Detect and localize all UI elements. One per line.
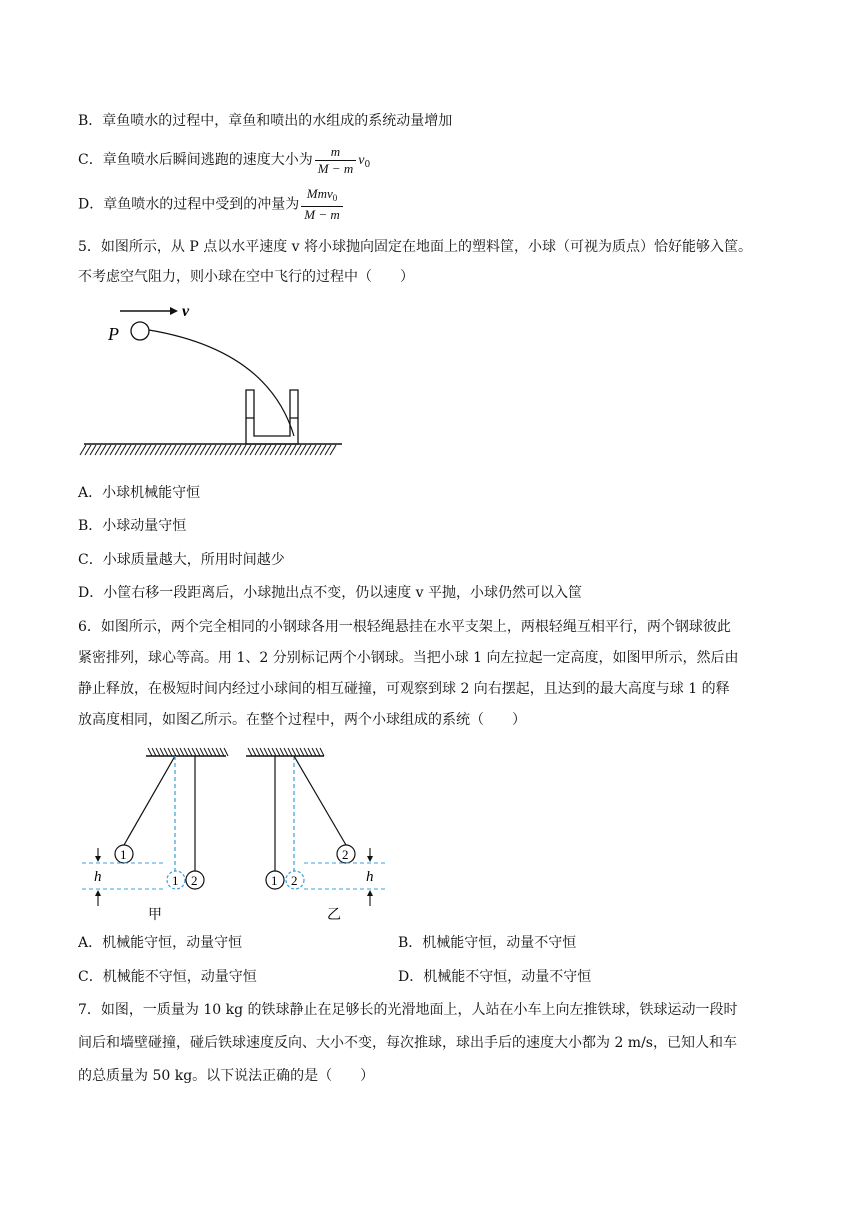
ball-1-label: 1 (120, 847, 127, 862)
q4-option-c (78, 143, 370, 182)
height-label: h (94, 869, 102, 885)
numerator-subscript: 0 (332, 193, 338, 203)
q6-stem-line-4: 放高度相同，如图乙所示。在整个过程中，两个小球组成的系统（ ） (78, 712, 526, 728)
velocity-symbol: v (358, 153, 365, 168)
q5-option-b: B．小球动量守恒 (78, 518, 187, 534)
basket-right-wall (290, 390, 298, 418)
q6-option-d: D．机械能不守恒，动量不守恒 (398, 969, 592, 985)
ball (131, 322, 149, 340)
velocity-subscript: 0 (364, 160, 371, 170)
string-1 (124, 756, 175, 845)
ball-2-original-label: 2 (291, 873, 298, 888)
velocity-label: v (182, 303, 190, 320)
figure-yi (246, 748, 388, 922)
figure-jia (82, 748, 228, 922)
arrow-down-head (367, 856, 373, 862)
q6-stem-line-3: 静止释放，在极短时间内经过小球间的相互碰撞，可观察到球 2 向右摆起，且达到的最大高度与球 1 的释 (78, 681, 730, 697)
q4-option-d-fraction (301, 187, 343, 222)
arrow-up-head (367, 890, 373, 896)
q4-option-d (78, 187, 345, 222)
support-hatching (148, 748, 228, 756)
q4-option-c-text: C．章鱼喷水后瞬间逃跑的速度大小为 (78, 152, 313, 168)
ground-hatching (80, 445, 336, 455)
q7-stem-line-2: 间后和墙壁碰撞，碰后铁球速度反向、大小不变，每次推球，球出手后的速度大小都为 2 m/s，已知人和车 (78, 1035, 737, 1051)
label-jia: 甲 (148, 908, 162, 922)
ball-2-label: 2 (191, 873, 198, 888)
fraction-numerator (301, 187, 343, 207)
fraction-numerator: m (315, 145, 357, 161)
q6-option-b: B．机械能守恒，动量不守恒 (398, 935, 577, 951)
ball-2-label: 2 (342, 847, 349, 862)
q5-option-a: A．小球机械能守恒 (78, 485, 201, 501)
q6-stem-line-1: 6．如图所示，两个完全相同的小钢球各用一根轻绳悬挂在水平支架上，两根轻绳互相平行，两个钢球彼此 (78, 619, 731, 635)
q7-stem-line-1: 7．如图，一质量为 10 kg 的铁球静止在足够长的光滑地面上，人站在小车上向左推铁球，铁球运动一段时 (78, 1002, 738, 1018)
string-2 (294, 756, 346, 845)
q6-option-c: C．机械能不守恒，动量守恒 (78, 969, 257, 985)
q5-option-c: C．小球质量越大，所用时间越少 (78, 552, 285, 568)
numerator-text: Mmv (306, 186, 333, 201)
q4-option-c-fraction (315, 145, 357, 176)
q6-pendulum-figure (78, 742, 408, 922)
q4-option-d-text: D．章鱼喷水的过程中受到的冲量为 (78, 196, 300, 213)
support-hatching (248, 748, 324, 756)
point-p-label: P (108, 324, 119, 344)
q6-option-a: A．机械能守恒，动量守恒 (78, 935, 243, 951)
q7-stem-line-3: 的总质量为 50 kg。以下说法正确的是（ ） (78, 1068, 375, 1084)
height-label: h (366, 869, 374, 885)
ball-1-original-label: 1 (172, 873, 179, 888)
q5-stem-line-2: 不考虑空气阻力，则小球在空中飞行的过程中（ ） (78, 269, 414, 285)
q5-stem-line-1: 5．如图所示，从 P 点以水平速度 v 将小球抛向固定在地面上的塑料筐，小球（可视为质点）恰好能够入筐。 (78, 239, 753, 255)
fraction-denominator: M − m (317, 160, 354, 176)
q5-projectile-figure (78, 300, 348, 470)
arrow-down-head (95, 856, 101, 862)
q4-option-b: B．章鱼喷水的过程中，章鱼和喷出的水组成的系统动量增加 (78, 113, 453, 129)
ball-1-label: 1 (271, 873, 278, 888)
arrow-up-head (95, 890, 101, 896)
basket-bottom (246, 418, 298, 444)
label-yi: 乙 (327, 908, 341, 922)
q5-option-d: D．小筐右移一段距离后，小球抛出点不变，仍以速度 v 平抛，小球仍然可以入筐 (78, 585, 583, 601)
q6-stem-line-2: 紧密排列，球心等高。用 1、2 分别标记两个小钢球。当把小球 1 向左拉起一定高度，如图甲所示，然后由 (78, 650, 739, 666)
fraction-denominator: M − m (304, 207, 340, 222)
velocity-arrowhead (170, 307, 178, 315)
trajectory-curve (149, 330, 294, 436)
basket-left-wall (246, 390, 254, 418)
